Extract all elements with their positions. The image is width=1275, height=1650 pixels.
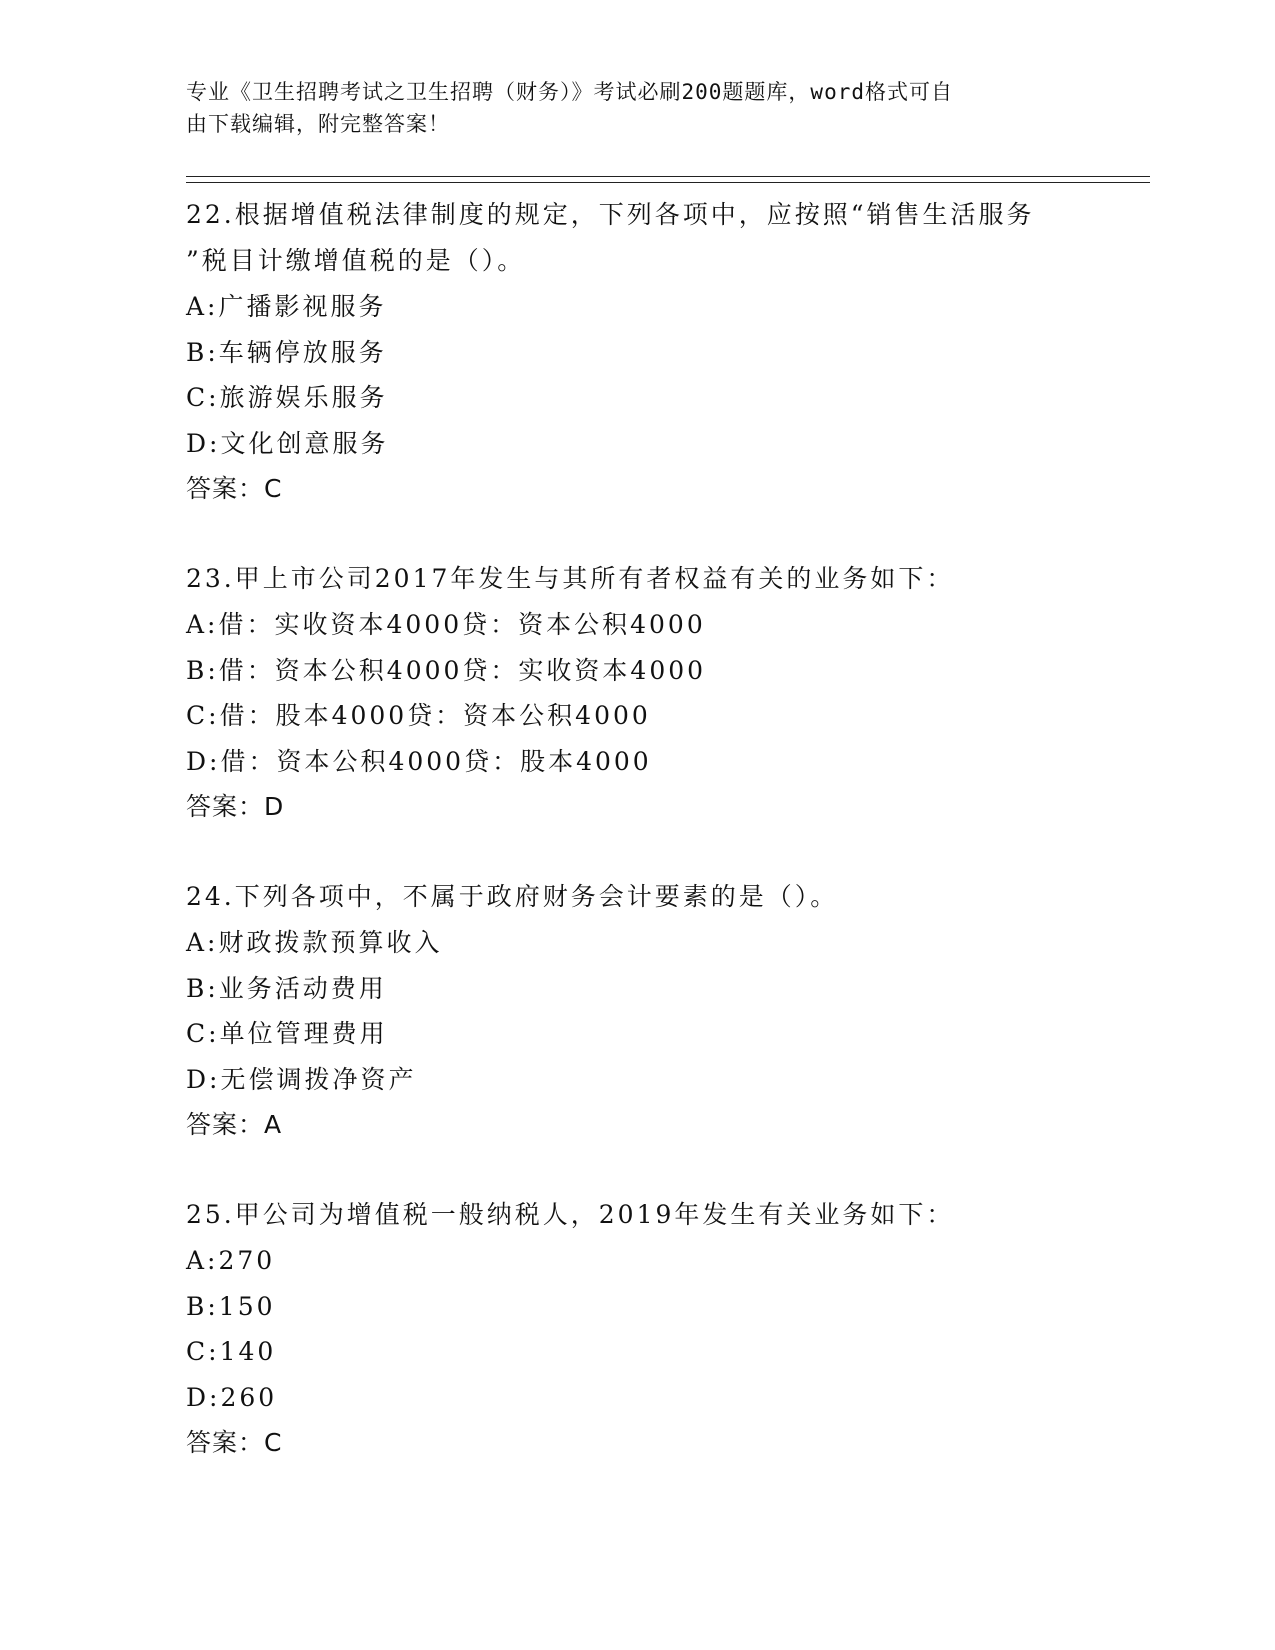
answer-line: 答案：C — [186, 474, 283, 503]
option-b — [186, 1284, 1086, 1330]
option-text: 业务活动费用 — [218, 973, 387, 1003]
document-header — [186, 76, 1066, 140]
option-text: 车辆停放服务 — [218, 337, 387, 367]
question-text-line: 23.甲上市公司2017年发生与其所有者权益有关的业务如下： — [186, 564, 955, 593]
option-key: C: — [186, 701, 220, 730]
question-text-line: 24.下列各项中，不属于政府财务会计要素的是（）。 — [186, 882, 839, 911]
question-25 — [186, 1192, 1086, 1466]
question-22 — [186, 192, 1086, 512]
question-text-line: 22.根据增值税法律制度的规定，下列各项中，应按照“销售生活服务 — [186, 200, 1035, 229]
option-a — [186, 1238, 1086, 1284]
option-key: B: — [186, 655, 219, 685]
option-text: 旅游娱乐服务 — [219, 383, 388, 412]
option-b — [186, 330, 1086, 376]
option-text: 借：资本公积4000贷：股本4000 — [220, 746, 652, 776]
option-text: 150 — [218, 1291, 276, 1321]
option-key: D: — [186, 428, 221, 458]
option-a — [186, 920, 1086, 966]
option-b — [186, 966, 1086, 1012]
option-key: A: — [186, 928, 219, 957]
option-d — [186, 1375, 1086, 1421]
option-d — [186, 739, 1086, 785]
option-key: D: — [186, 1382, 221, 1412]
option-text: 文化创意服务 — [220, 428, 389, 458]
option-text: 140 — [219, 1337, 277, 1366]
option-a — [186, 284, 1086, 330]
option-text: 借：股本4000贷：资本公积4000 — [219, 701, 651, 730]
answer-line: 答案：C — [186, 1428, 283, 1457]
option-key: D: — [186, 1064, 221, 1094]
option-key: A: — [186, 1246, 219, 1275]
option-key: C: — [186, 383, 220, 412]
option-key: C: — [186, 1337, 220, 1366]
option-text: 财政拨款预算收入 — [218, 928, 443, 957]
option-c — [186, 375, 1086, 421]
header-line-1: 专业《卫生招聘考试之卫生招聘（财务）》考试必刷200题题库，word格式可自 — [186, 80, 953, 104]
option-c — [186, 693, 1086, 739]
question-23 — [186, 556, 1086, 830]
option-text: 无偿调拨净资产 — [220, 1064, 417, 1094]
option-text: 260 — [220, 1382, 278, 1412]
question-24 — [186, 874, 1086, 1148]
option-text: 单位管理费用 — [219, 1019, 388, 1048]
option-a — [186, 602, 1086, 648]
header-divider-bottom — [186, 182, 1150, 183]
option-d — [186, 1057, 1086, 1103]
header-divider-top — [186, 176, 1150, 177]
header-line-2: 由下载编辑，附完整答案！ — [186, 112, 450, 136]
option-key: B: — [186, 1291, 219, 1321]
option-text: 广播影视服务 — [218, 292, 387, 321]
option-text: 借：资本公积4000贷：实收资本4000 — [218, 655, 707, 685]
option-d — [186, 421, 1086, 467]
option-key: B: — [186, 973, 219, 1003]
answer-line: 答案：D — [186, 792, 285, 821]
question-text-line: ”税目计缴增值税的是（）。 — [186, 246, 526, 275]
option-key: B: — [186, 337, 219, 367]
option-key: A: — [186, 610, 219, 639]
option-key: D: — [186, 746, 221, 776]
option-c — [186, 1011, 1086, 1057]
question-list — [186, 192, 1086, 1510]
question-text-line: 25.甲公司为增值税一般纳税人，2019年发生有关业务如下： — [186, 1200, 955, 1229]
option-key: C: — [186, 1019, 220, 1048]
option-b — [186, 648, 1086, 694]
option-text: 借：实收资本4000贷：资本公积4000 — [218, 610, 706, 639]
answer-line: 答案：A — [186, 1110, 283, 1139]
option-key: A: — [186, 292, 219, 321]
option-text: 270 — [218, 1246, 276, 1275]
option-c — [186, 1329, 1086, 1375]
